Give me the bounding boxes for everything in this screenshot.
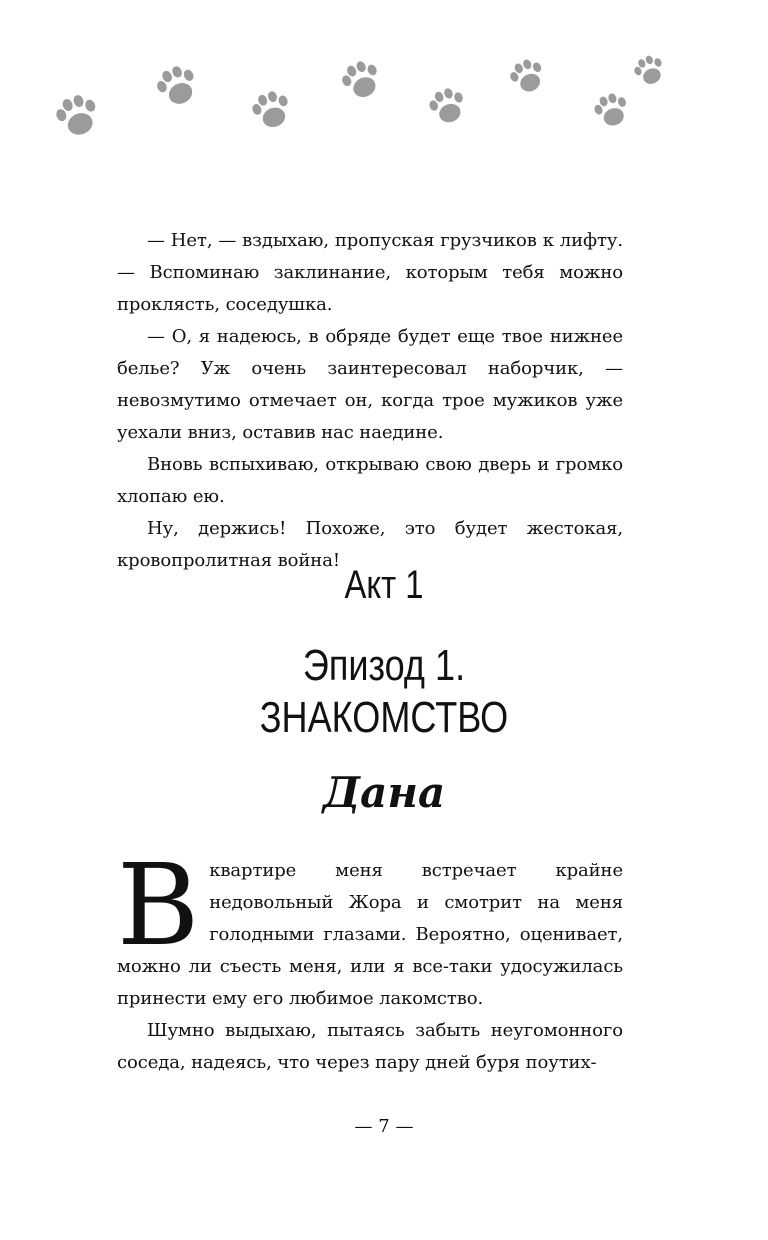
narrator-heading: Дана [322, 768, 446, 817]
paragraph: — Нет, — вздыхаю, пропуская грузчиков к лифту. — Вспоминаю заклинание, которым тебя можно проклясть, соседушка. [117, 230, 623, 315]
episode-title-line-2: ЗНАКОМСТВО [259, 693, 509, 742]
episode-heading [69, 640, 699, 744]
chapter-body-text [117, 841, 623, 1079]
paw-print-icon [506, 55, 549, 97]
act-heading: Акт 1 [344, 563, 424, 607]
paw-print-icon [249, 87, 295, 132]
first-paragraph [117, 841, 623, 1015]
paw-print-icon [52, 90, 103, 140]
drop-cap: В [117, 841, 200, 971]
paw-print-icon [152, 61, 202, 110]
page-number: — 7 — [354, 1116, 414, 1137]
paragraph: — О, я надеюсь, в обряде будет еще твое нижнее белье? Уж очень заинтересовал наборчик, — невозмутимо отмечает он, когда трое мужиков уже уехали вниз, оставив нас наедине. [117, 326, 623, 443]
paragraph: Шумно выдыхаю, пытаясь забыть неугомонного соседа, надеясь, что через пару дней буря поутих- [117, 1020, 623, 1073]
paw-print-icon [426, 84, 470, 127]
paragraph: Ну, держись! Похоже, это будет жестокая, кровопролитная война! [117, 518, 623, 571]
pre-chapter-text [117, 225, 623, 577]
paw-prints-decoration [0, 0, 768, 170]
episode-title-line-1: Эпизод 1. [302, 641, 466, 690]
paw-print-icon [591, 90, 632, 130]
paw-print-icon [338, 56, 386, 103]
first-paragraph-text: квартире меня встречает крайне недовольный Жора и смотрит на меня голодными глазами. Вероятно, оценивает, можно ли съесть меня, или я все-таки удосужилась принести ему его любимое лакомство. [117, 860, 623, 1009]
paw-print-icon [631, 52, 669, 89]
paragraph: Вновь вспыхиваю, открываю свою дверь и громко хлопаю ею. [117, 454, 623, 507]
